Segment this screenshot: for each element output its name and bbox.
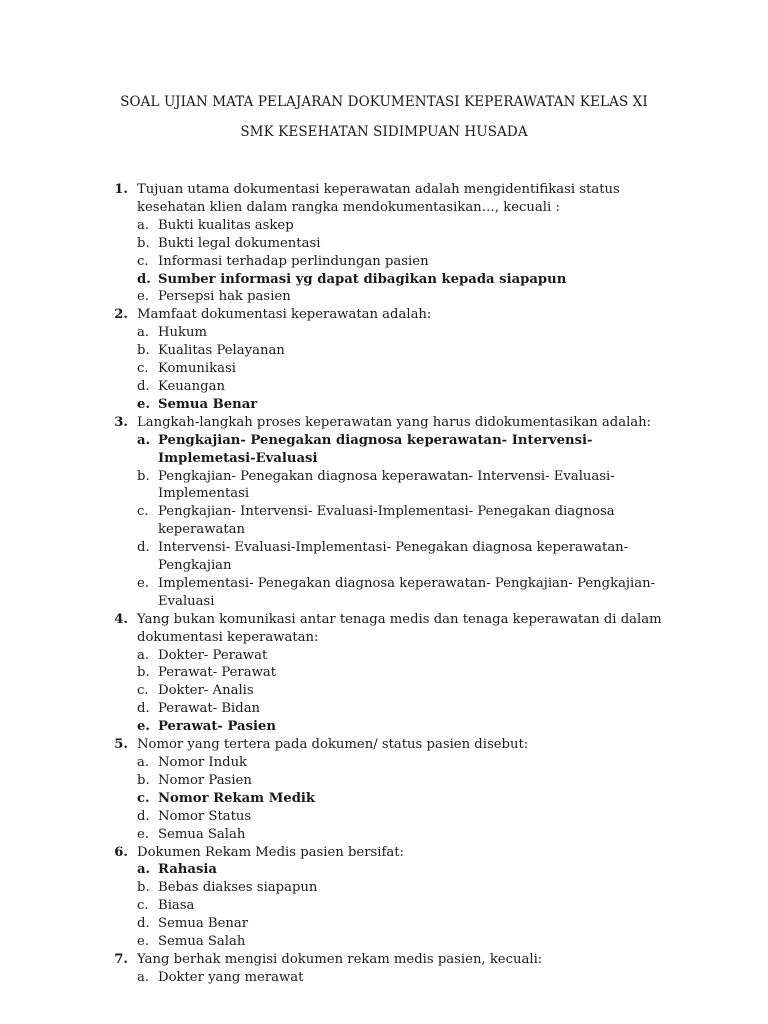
answer-option [110,360,670,378]
question-item [110,414,670,611]
question-item [110,181,670,306]
answer-option [110,969,670,987]
answer-option [110,915,670,933]
answer-option [110,879,670,897]
question-text: Langkah-langkah proses keperawatan yang harus didokumentasikan adalah: [137,414,652,430]
answer-option [110,808,670,826]
option-text: Nomor Induk [158,755,248,770]
option-text: Semua Benar [158,396,258,412]
answer-option [110,575,670,611]
answer-option [110,682,670,700]
option-text: Biasa [158,898,195,914]
option-text: Kualitas Pelayanan [158,343,285,359]
answer-option [110,288,670,306]
option-text: Nomor Rekam Medik [158,790,316,806]
option-text: Perawat- Perawat [158,665,277,681]
option-letter: c. [137,253,149,269]
option-letter: e. [137,396,150,412]
answer-option [110,897,670,915]
option-text: Nomor Pasien [158,772,252,788]
answer-option [110,378,670,396]
question-text: Nomor yang tertera pada dokumen/ status pasien disebut: [137,737,529,753]
option-letter: d. [137,378,150,394]
question-text: Yang bukan komunikasi antar tenaga medis dan tenaga keperawatan di dalam dokumentasi keperawatan: [137,611,662,645]
answer-option [110,754,670,772]
question-number: 3. [114,414,128,430]
option-letter: b. [137,343,150,359]
option-list [110,324,670,414]
question-item [110,306,670,413]
answer-option [110,235,670,253]
question-number: 5. [114,737,128,753]
question-list [110,181,670,987]
answer-option [110,503,670,539]
document-title: SOAL UJIAN MATA PELAJARAN DOKUMENTASI KEPERAWATAN KELAS XI [120,94,648,110]
option-letter: b. [137,880,150,896]
option-letter: c. [137,898,149,914]
question-number: 2. [114,307,128,323]
option-text: Implementasi- Penegakan diagnosa keperawatan- Pengkajian- Pengkajian-Evaluasi [158,575,656,609]
option-text: Semua Salah [158,826,246,842]
answer-option [110,826,670,844]
option-text: Informasi terhadap perlindungan pasien [158,253,429,269]
option-text: Nomor Status [158,808,252,824]
option-text: Bukti kualitas askep [158,217,294,233]
option-text: Sumber informasi yg dapat dibagikan kepada siapapun [158,271,567,287]
option-text: Intervensi- Evaluasi-Implementasi- Penegakan diagnosa keperawatan- Pengkajian [158,540,629,574]
school-name: SMK KESEHATAN SIDIMPUAN HUSADA [240,124,528,140]
option-letter: d. [137,916,150,932]
option-list [110,432,670,611]
option-text: Bebas diakses siapapun [158,880,318,896]
answer-option [110,324,670,342]
option-text: Rahasia [158,862,217,878]
option-letter: c. [137,504,149,520]
option-text: Perawat- Bidan [158,701,261,717]
option-letter: a. [137,325,150,341]
option-list [110,217,670,307]
option-letter: a. [137,969,150,985]
option-text: Pengkajian- Penegakan diagnosa keperawatan- Intervensi- Evaluasi-Implementasi [158,468,615,502]
option-letter: e. [137,719,150,735]
question-number: 4. [114,611,128,627]
question-text: Dokumen Rekam Medis pasien bersifat: [137,844,405,860]
answer-option-correct [110,432,670,468]
option-letter: d. [137,271,151,287]
answer-option-correct [110,861,670,879]
answer-option-correct [110,396,670,414]
option-list [110,861,670,951]
option-letter: b. [137,665,150,681]
option-list [110,647,670,737]
question-text: Mamfaat dokumentasi keperawatan adalah: [137,307,432,323]
answer-option [110,342,670,360]
answer-option-correct [110,718,670,736]
option-letter: c. [137,790,150,806]
option-text: Pengkajian- Penegakan diagnosa keperawatan- Intervensi- Implemetasi-Evaluasi [158,432,593,466]
option-text: Hukum [158,325,207,341]
question-item [110,844,670,951]
option-letter: c. [137,361,149,377]
answer-option-correct [110,271,670,289]
question-number: 1. [114,182,128,197]
option-letter: e. [137,826,149,842]
option-text: Persepsi hak pasien [158,289,291,305]
option-letter: b. [137,468,150,484]
answer-option [110,539,670,575]
option-letter: c. [137,683,149,699]
answer-option-correct [110,790,670,808]
option-text: Pengkajian- Intervensi- Evaluasi-Implementasi- Penegakan diagnosa keperawatan [158,504,615,538]
question-number: 7. [114,951,128,967]
option-letter: e. [137,289,149,305]
question-item [110,736,670,843]
option-letter: e. [137,934,149,950]
question-number: 6. [114,844,128,860]
question-item [110,611,670,736]
option-text: Bukti legal dokumentasi [158,235,321,251]
option-text: Semua Salah [158,934,246,950]
option-letter: e. [137,575,149,591]
option-text: Keuangan [158,378,225,394]
option-letter: a. [137,217,150,233]
option-letter: d. [137,701,150,717]
answer-option [110,933,670,951]
option-text: Komunikasi [158,361,236,377]
option-letter: d. [137,808,150,824]
option-letter: b. [137,772,150,788]
option-letter: d. [137,540,150,556]
option-letter: a. [137,647,150,663]
option-letter: a. [137,755,150,770]
question-text: Yang berhak mengisi dokumen rekam medis pasien, kecuali: [137,951,543,967]
answer-option [110,253,670,271]
option-text: Dokter- Perawat [158,647,268,663]
option-list [110,969,670,987]
answer-option [110,647,670,665]
answer-option [110,664,670,682]
option-letter: a. [137,432,151,448]
option-text: Semua Benar [158,916,249,932]
answer-option [110,468,670,504]
option-text: Perawat- Pasien [158,719,277,735]
answer-option [110,700,670,718]
answer-option [110,217,670,235]
option-letter: b. [137,235,150,251]
option-list [110,754,670,844]
option-text: Dokter yang merawat [158,969,304,985]
option-text: Dokter- Analis [158,683,254,699]
question-item [110,951,670,987]
question-text: Tujuan utama dokumentasi keperawatan adalah mengidentifikasi status kesehatan klien dalam rangka mendokumentasikan…, kecuali : [137,182,620,215]
option-letter: a. [137,862,151,878]
answer-option [110,772,670,790]
